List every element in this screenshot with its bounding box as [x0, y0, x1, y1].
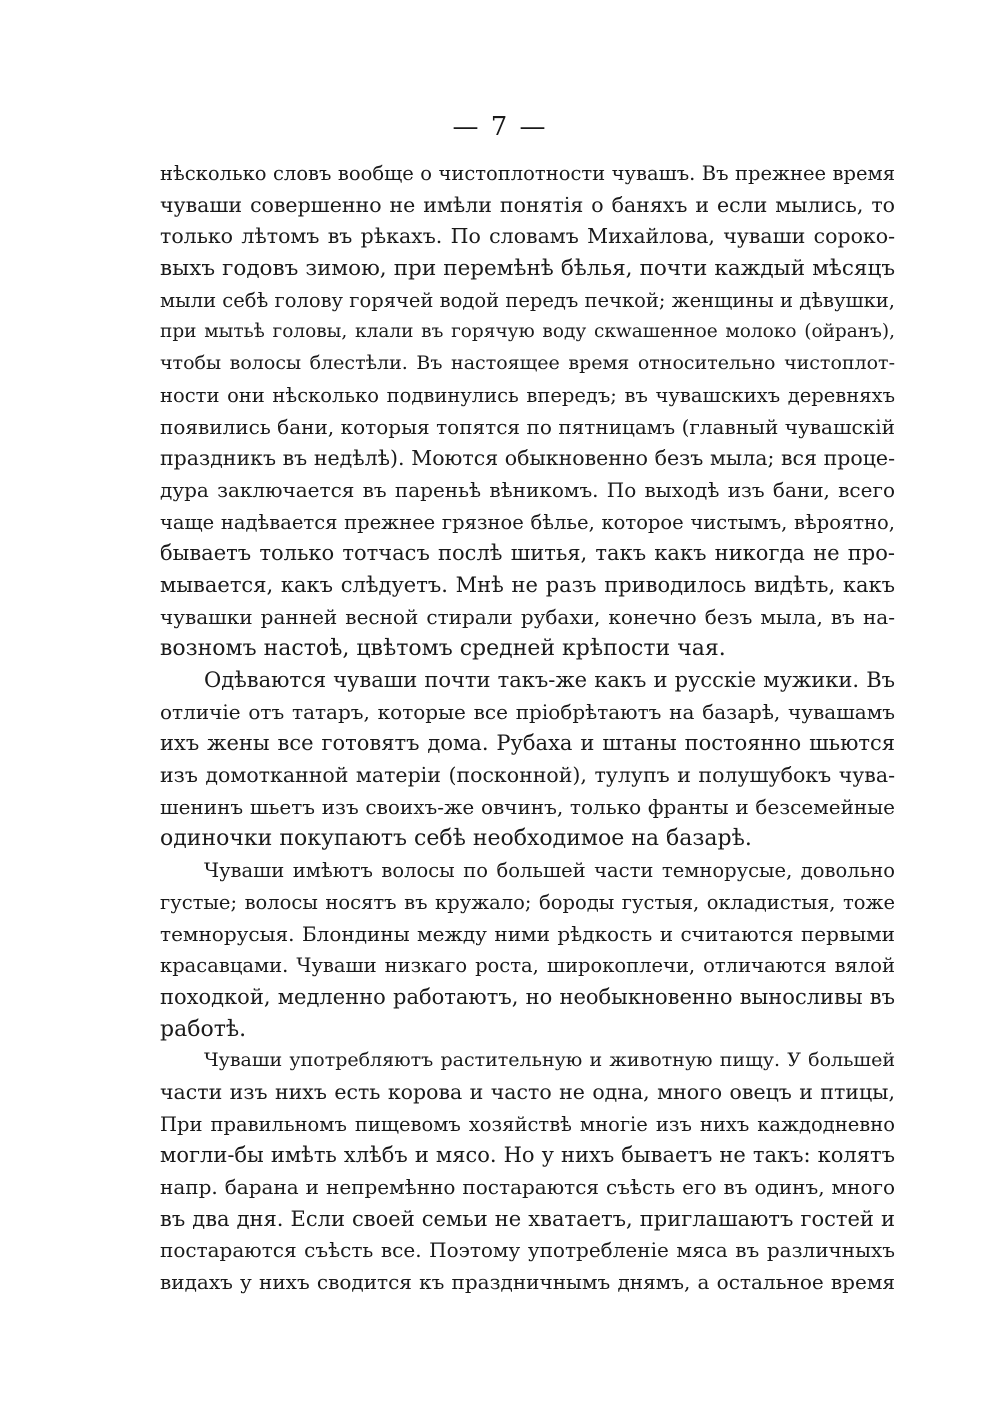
text-line: Одѣваются чуваши почти такъ-же какъ и русскіе мужики. Въ — [204, 668, 895, 692]
text-line: походкой, медленно работаютъ, но необыкновенно выносливы въ — [160, 984, 895, 1009]
text-line: мыли себѣ голову горячей водой передъ печкой; женщины и дѣвушки, — [160, 288, 895, 312]
text-line: работѣ. — [160, 1016, 247, 1042]
text-line: изъ домотканной матеріи (посконной), тулупъ и полушубокъ чува- — [160, 763, 895, 788]
text-line: густые; волосы носятъ въ кружало; бороды густыя, окладистыя, тоже — [160, 890, 895, 914]
text-line: напр. барана и непремѣнно постараются съѣсть его въ одинъ, много — [160, 1175, 895, 1199]
text-line: дура заключается въ пареньѣ вѣникомъ. По выходѣ изъ бани, всего — [160, 477, 895, 502]
text-line: только лѣтомъ въ рѣкахъ. По словамъ Михайлова, чуваши сороко- — [160, 224, 895, 249]
text-line: бываетъ только тотчасъ послѣ шитья, такъ какъ никогда не про- — [160, 541, 895, 566]
text-line: въ два дня. Если своей семьи не хватаетъ, приглашаютъ гостей и — [160, 1206, 895, 1231]
text-line: выхъ годовъ зимою, при перемѣнѣ бѣлья, почти каждый мѣсяцъ — [160, 256, 895, 282]
text-line: красавцами. Чуваши низкаго роста, широкоплечи, отличаются вялой — [160, 954, 895, 978]
page-number: — 7 — — [452, 112, 548, 142]
body-text — [160, 158, 895, 1299]
text-line: мывается, какъ слѣдуетъ. Мнѣ не разъ приводилось видѣть, какъ — [160, 572, 895, 597]
text-line: праздникъ въ недѣлѣ). Моются обыкновенно безъ мыла; вся проце- — [160, 446, 895, 471]
text-line: Чуваши употребляютъ растительную и животную пищу. У большей — [204, 1049, 895, 1072]
text-line: могли-бы имѣть хлѣбъ и мясо. Но у нихъ бываетъ не такъ: колятъ — [160, 1143, 895, 1168]
text-line: одиночки покупаютъ себѣ необходимое на базарѣ. — [160, 826, 752, 852]
text-line: возномъ настоѣ, цвѣтомъ средней крѣпости чая. — [160, 636, 726, 662]
text-line: чувашки ранней весной стирали рубахи, конечно безъ мыла, въ на- — [160, 604, 895, 629]
text-line: темнорусыя. Блондины между ними рѣдкость и считаются первыми — [160, 921, 895, 946]
text-line: При правильномъ пищевомъ хозяйствѣ многіе изъ нихъ каждодневно — [160, 1112, 895, 1136]
text-line: ихъ жены все готовятъ дома. Рубаха и штаны постоянно шьются — [160, 731, 895, 756]
text-line: появились бани, которыя топятся по пятницамъ (главный чувашскій — [160, 414, 895, 439]
text-line: при мытьѣ головы, клали въ горячую воду скwашенное молоко (ойранъ), — [160, 321, 895, 343]
text-line: Чуваши имѣютъ волосы по большей части темнорусые, довольно — [204, 859, 895, 883]
text-line: ности они нѣсколько подвинулись впередъ; въ чувашскихъ деревняхъ — [160, 383, 895, 407]
text-line: отличіе отъ татаръ, которые все пріобрѣтаютъ на базарѣ, чувашамъ — [160, 699, 895, 724]
text-line: чуваши совершенно не имѣли понятія о баняхъ и если мылись, то — [160, 192, 895, 217]
text-line: части изъ нихъ есть корова и часто не одна, много овецъ и птицы, — [160, 1079, 895, 1104]
text-line: нѣсколько словъ вообще о чистоплотности чувашъ. Въ прежнее время — [160, 162, 895, 185]
text-line: постараются съѣсть все. Поэтому употребленіе мяса въ различныхъ — [160, 1238, 895, 1263]
text-line: чтобы волосы блестѣли. Въ настоящее время относительно чистоплот- — [160, 352, 895, 375]
text-line: шенинъ шьетъ изъ своихъ-же овчинъ, только франты и безсемейные — [160, 794, 895, 819]
text-line: чаще надѣвается прежнее грязное бѣлье, которое чистымъ, вѣроятно, — [160, 510, 895, 534]
text-line: видахъ у нихъ сводится къ праздничнымъ днямъ, а остальное время — [160, 1270, 895, 1295]
